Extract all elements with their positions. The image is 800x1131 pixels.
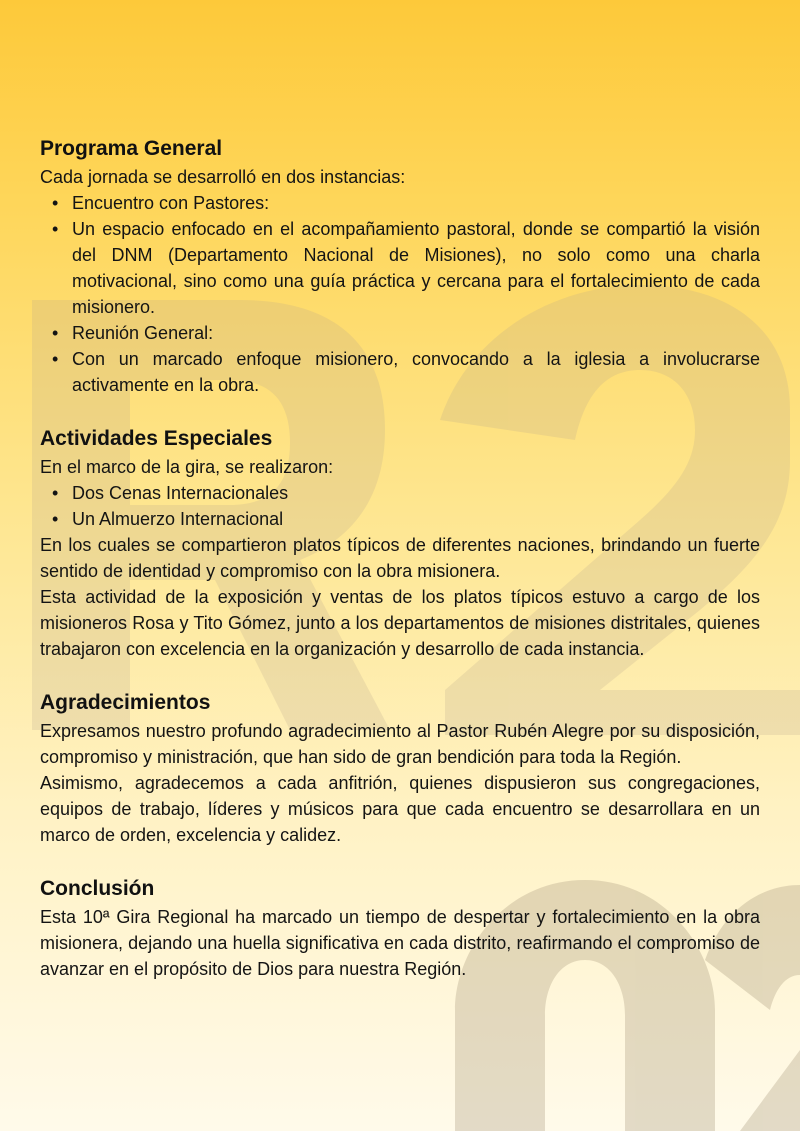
section-agradecimientos xyxy=(40,688,760,848)
heading-agradecimientos: Agradecimientos xyxy=(40,691,211,714)
paragraph-conclusion: Esta 10ª Gira Regional ha marcado un tiempo de despertar y fortalecimiento en la obra misionera, dejando una huella significativa en cada distrito, reafirmando el compromiso de avanzar en el propósito de Dios para nuestra Región. xyxy=(40,907,760,979)
section-conclusion xyxy=(40,874,760,982)
bullet-cenas: • Dos Cenas Internacionales xyxy=(72,480,760,506)
bullet-reunion-general: • Reunión General: xyxy=(72,320,760,346)
bullet-list-programa xyxy=(40,190,760,398)
heading-actividades-especiales: Actividades Especiales xyxy=(40,427,273,450)
bullet-encuentro-pastores: • Encuentro con Pastores: xyxy=(72,190,760,216)
section-actividades-especiales xyxy=(40,424,760,662)
intro-actividades: En el marco de la gira, se realizaron: xyxy=(40,457,334,477)
paragraph-platos-tipicos: En los cuales se compartieron platos típicos de diferentes naciones, brindando un fuerte sentido de identidad y compromiso con la obra misionera. xyxy=(40,535,760,581)
document-body xyxy=(40,134,760,982)
bullet-reunion-description: • Con un marcado enfoque misionero, convocando a la iglesia a involucrarse activamente en la obra. xyxy=(72,346,760,398)
paragraph-agradecimiento-pastor: Expresamos nuestro profundo agradecimiento al Pastor Rubén Alegre por su disposición, compromiso y ministración, que han sido de gran bendición para toda la Región. xyxy=(40,721,760,767)
heading-programa-general: Programa General xyxy=(40,137,223,160)
bullet-list-actividades xyxy=(40,480,760,532)
intro-programa-general: Cada jornada se desarrolló en dos instancias: xyxy=(40,167,406,187)
section-programa-general xyxy=(40,134,760,398)
paragraph-agradecimiento-anfitriones: Asimismo, agradecemos a cada anfitrión, quienes dispusieron sus congregaciones, equipos de trabajo, líderes y músicos para que cada encuentro se desarrollara en un marco de orden, excelencia y calidez. xyxy=(40,773,760,845)
bullet-almuerzo: • Un Almuerzo Internacional xyxy=(72,506,760,532)
paragraph-exposicion-ventas: Esta actividad de la exposición y ventas de los platos típicos estuvo a cargo de los misioneros Rosa y Tito Gómez, junto a los departamentos de misiones distritales, quienes trabajaron con excelencia en la organización y desarrollo de cada instancia. xyxy=(40,587,760,659)
heading-conclusion: Conclusión xyxy=(40,877,155,900)
bullet-encuentro-description: • Un espacio enfocado en el acompañamiento pastoral, donde se compartió la visión del DNM (Departamento Nacional de Misiones), no solo como una charla motivacional, sino como una guía práctica y cercana para el fortalecimiento de cada misionero. xyxy=(72,216,760,320)
